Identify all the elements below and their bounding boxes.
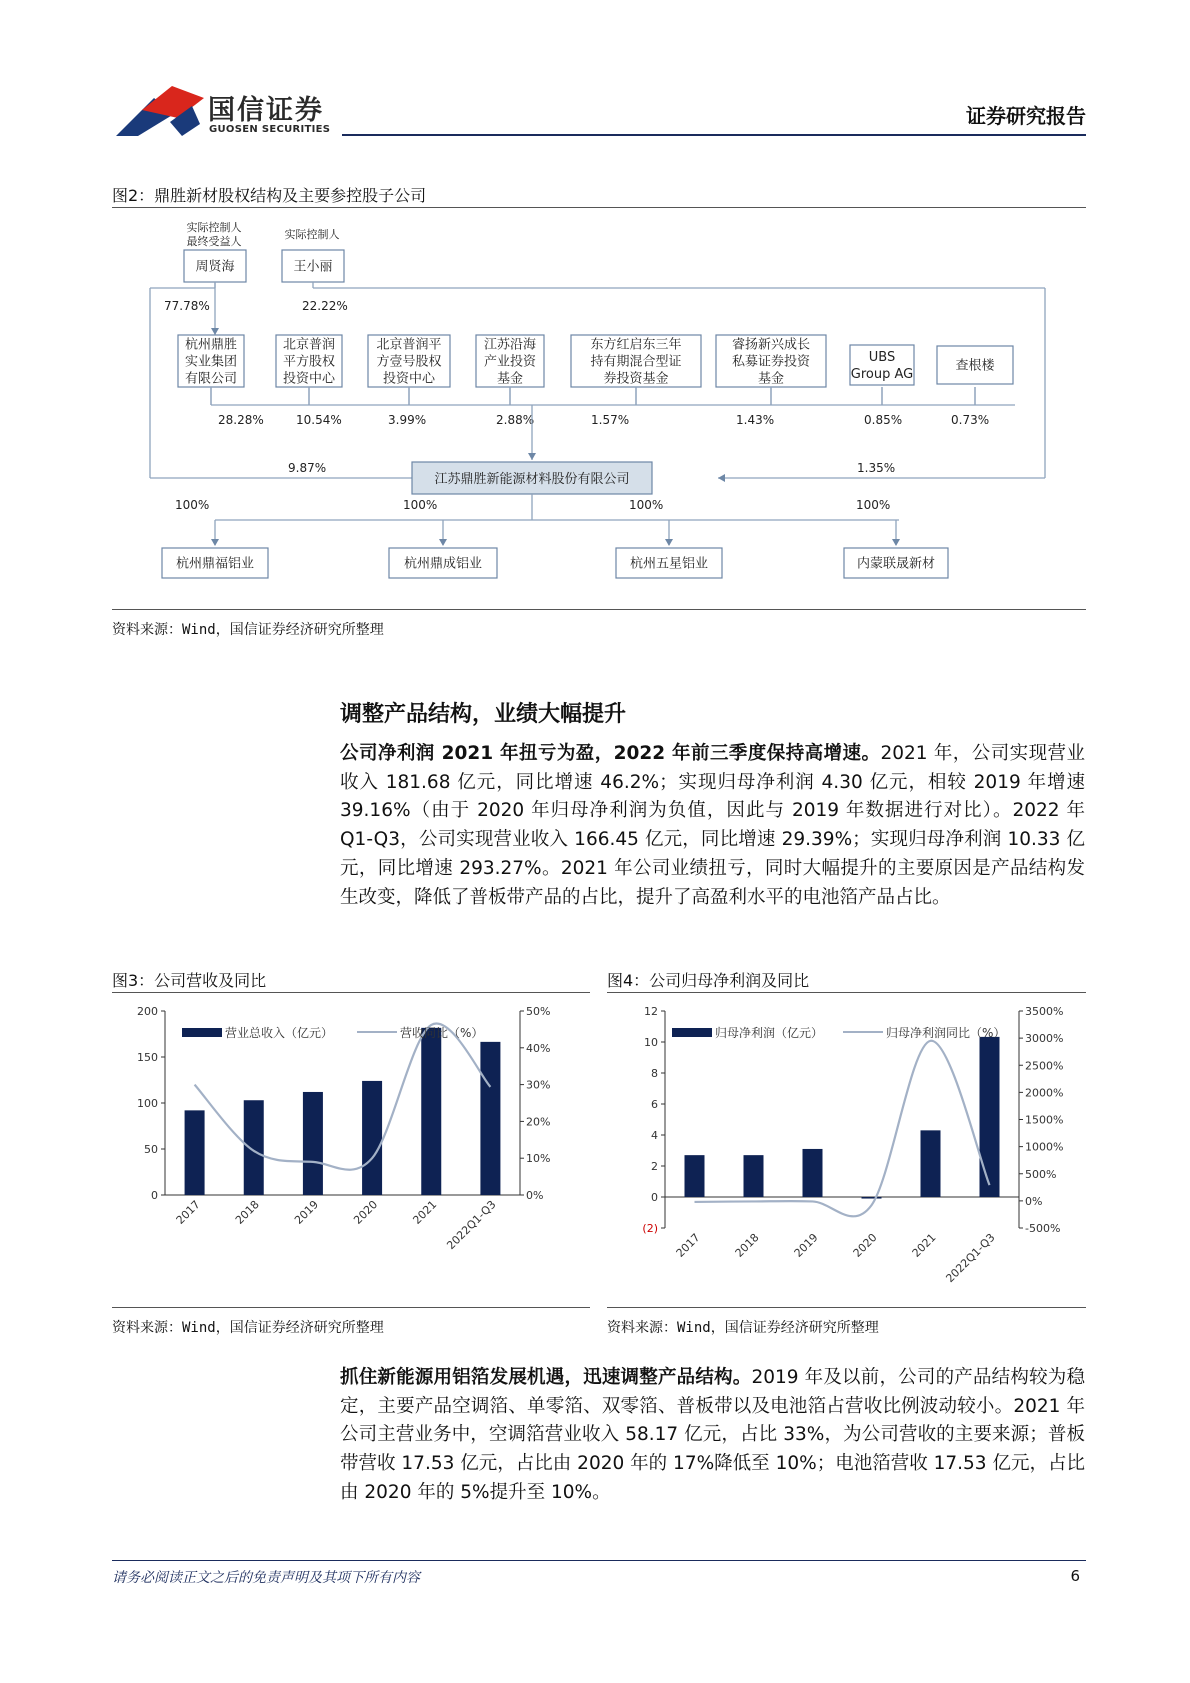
subsidiary-0-label: 杭州鼎福铝业 <box>175 556 255 572</box>
figure4-source: 资料来源：Wind，国信证券经济研究所整理 <box>607 1320 879 1336</box>
logo-text-cn: 国信证券 <box>208 95 324 126</box>
subsidiary-2-label: 杭州五星铝业 <box>629 556 709 572</box>
arrow-icon <box>892 539 900 546</box>
x-tick-label: 2019 <box>791 1230 821 1260</box>
shareholder-4-label: 券投资基金 <box>603 371 669 387</box>
figure3-source: 资料来源：Wind，国信证券经济研究所整理 <box>112 1320 384 1336</box>
shareholder-pct: 3.99% <box>388 413 427 427</box>
y-tick-label: 50 <box>144 1143 158 1156</box>
figure4-bottom-rule <box>607 1307 1086 1308</box>
net-profit-chart <box>607 998 1086 1298</box>
paragraph-2-lead: 抓住新能源用铝箔发展机遇，迅速调整产品结构。 <box>340 1367 752 1388</box>
x-tick-label: 2021 <box>410 1197 440 1227</box>
shareholder-0-label: 实业集团 <box>184 354 238 370</box>
y2-tick-label: 20% <box>526 1115 551 1129</box>
bar-2020 <box>862 1197 882 1199</box>
subsidiary-pct: 100% <box>403 498 438 512</box>
y2-tick-label: 2500% <box>1025 1059 1064 1073</box>
controller-role-label: 最终受益人 <box>186 235 242 248</box>
x-tick-label: 2018 <box>232 1197 262 1227</box>
bar-2022Q1-Q3 <box>480 1042 500 1195</box>
shareholder-3-label: 江苏沿海 <box>483 337 537 353</box>
company-label: 江苏鼎胜新能源材料股份有限公司 <box>434 472 630 487</box>
shareholder-4-label: 持有期混合型证 <box>590 354 682 370</box>
x-tick-label: 2022Q1-Q3 <box>943 1230 998 1286</box>
shareholder-0-label: 杭州鼎胜 <box>184 337 238 353</box>
y-tick-label: 10 <box>644 1036 658 1049</box>
subsidiary-pct: 100% <box>629 498 664 512</box>
y-tick-label: 4 <box>651 1129 658 1142</box>
series-line-营收同比（%） <box>195 1024 491 1170</box>
shareholder-pct: 0.85% <box>864 413 903 427</box>
y2-tick-label: 2000% <box>1025 1086 1064 1100</box>
figure2-source: 资料来源：Wind，国信证券经济研究所整理 <box>112 622 384 638</box>
shareholder-3-label: 产业投资 <box>483 354 537 370</box>
controller-role-label: 实际控制人 <box>186 221 242 234</box>
shareholder-1-label: 平方股权 <box>282 354 336 370</box>
footer-disclaimer: 请务必阅读正文之后的免责声明及其项下所有内容 <box>112 1570 420 1586</box>
figure4-top-rule <box>607 992 1086 993</box>
figure2-bottom-rule <box>112 609 1086 610</box>
shareholder-1-label: 北京普润 <box>282 337 336 353</box>
bar-2019 <box>303 1092 323 1195</box>
bar-2017 <box>185 1110 205 1195</box>
y-tick-label: 0 <box>151 1189 158 1202</box>
y2-tick-label: 40% <box>526 1041 551 1055</box>
y-tick-label: (2) <box>642 1222 658 1235</box>
controller-wang-label: 王小丽 <box>293 259 333 275</box>
x-tick-label: 2022Q1-Q3 <box>444 1197 499 1253</box>
shareholder-5-label: 睿扬新兴成长 <box>731 337 811 353</box>
legend-bar-label: 归母净利润（亿元） <box>715 1026 824 1040</box>
legend-bar-label: 营业总收入（亿元） <box>225 1026 334 1040</box>
shareholder-pct: 0.73% <box>951 413 990 427</box>
bar-2021 <box>921 1130 941 1197</box>
shareholder-2-label: 方壹号股权 <box>376 354 442 370</box>
y-tick-label: 2 <box>651 1160 658 1173</box>
y2-tick-label: 500% <box>1025 1167 1057 1181</box>
paragraph-2-body: 2019 年及以前，公司的产品结构较为稳定，主要产品空调箔、单零箔、双零箔、普板带以及电池箔占营收比例波动较小。2021 年公司主营业务中，空调箔营业收入 58.17 亿元，占比 33%，为公司营收的主要来源；普板带营收 17.53 亿元，占比由 2020 年的 17%降低至 10%；电池箔营收 17.53 亿元，占比由 2020 年的 5%提升至 10%。 <box>340 1367 1085 1503</box>
arrow-icon <box>718 474 725 482</box>
x-tick-label: 2017 <box>673 1230 703 1260</box>
section-title: 调整产品结构，业绩大幅提升 <box>340 702 627 727</box>
header-rule <box>342 134 1086 136</box>
subsidiary-pct: 100% <box>856 498 891 512</box>
paragraph-1-lead: 公司净利润 2021 年扭亏为盈，2022 年前三季度保持高增速。 <box>340 743 881 764</box>
controller-role-label: 实际控制人 <box>284 228 340 241</box>
controller-pct-wang: 22.22% <box>302 299 348 313</box>
arrow-icon <box>211 539 219 546</box>
shareholder-6-label: Group AG <box>850 367 914 382</box>
y2-tick-label: 10% <box>526 1152 551 1166</box>
shareholder-1-label: 投资中心 <box>282 371 336 387</box>
arrow-icon <box>528 453 536 460</box>
report-type: 证券研究报告 <box>966 104 1086 128</box>
bar-2021 <box>421 1028 441 1195</box>
y2-tick-label: 0% <box>526 1189 544 1202</box>
subsidiary-pct: 100% <box>175 498 210 512</box>
shareholder-5-label: 私募证券投资 <box>731 354 811 370</box>
y2-tick-label: 1000% <box>1025 1140 1064 1154</box>
y2-tick-label: 3000% <box>1025 1032 1064 1046</box>
y2-tick-label: 0% <box>1025 1194 1043 1208</box>
shareholder-4-label: 东方红启东三年 <box>590 337 682 353</box>
y-tick-label: 6 <box>651 1098 658 1111</box>
figure3-title: 图3：公司营收及同比 <box>112 971 267 990</box>
x-tick-label: 2020 <box>850 1230 880 1260</box>
x-tick-label: 2021 <box>909 1230 939 1260</box>
page-number: 6 <box>1070 1567 1080 1585</box>
figure3-top-rule <box>112 992 590 993</box>
bar-2019 <box>803 1149 823 1197</box>
figure2-top-rule <box>112 207 1086 208</box>
y-tick-label: 150 <box>137 1051 158 1064</box>
controller-zhou-label: 周贤海 <box>195 259 235 275</box>
arrow-icon <box>211 328 219 335</box>
subsidiary-3-label: 内蒙联晟新材 <box>856 556 936 572</box>
y-tick-label: 0 <box>651 1191 658 1204</box>
figure4-title: 图4：公司归母净利润及同比 <box>607 971 810 990</box>
y2-tick-label: 50% <box>526 1005 551 1018</box>
left-link-pct: 9.87% <box>288 461 327 475</box>
y2-tick-label: 3500% <box>1025 1005 1064 1018</box>
shareholder-pct: 10.54% <box>296 413 342 427</box>
y-tick-label: 12 <box>644 1005 658 1018</box>
y-tick-label: 8 <box>651 1067 658 1080</box>
logo-text-en: GUOSEN SECURITIES <box>209 124 331 135</box>
guosen-logo-icon <box>112 84 206 140</box>
bar-2018 <box>744 1155 764 1197</box>
series-line-归母净利润同比（%） <box>695 1041 990 1217</box>
shareholder-pct: 2.88% <box>496 413 535 427</box>
shareholder-pct: 28.28% <box>218 413 264 427</box>
shareholder-6-label: UBS <box>868 350 896 365</box>
arrow-icon <box>665 539 673 546</box>
figure2-title: 图2：鼎胜新材股权结构及主要参控股子公司 <box>112 186 427 205</box>
paragraph-2 <box>340 1364 1085 1508</box>
shareholder-2-label: 北京普润平 <box>376 337 442 353</box>
shareholder-7-label: 查根楼 <box>955 358 995 374</box>
y2-tick-label: 30% <box>526 1078 551 1092</box>
footer-rule <box>112 1560 1086 1561</box>
paragraph-1 <box>340 740 1085 912</box>
x-tick-label: 2019 <box>292 1197 322 1227</box>
y2-tick-label: 1500% <box>1025 1113 1064 1127</box>
bar-2018 <box>244 1100 264 1195</box>
bar-2020 <box>362 1081 382 1195</box>
shareholder-0-label: 有限公司 <box>184 371 238 387</box>
y-tick-label: 200 <box>137 1005 158 1018</box>
shareholder-2-label: 投资中心 <box>382 371 436 387</box>
y-tick-label: 100 <box>137 1097 158 1110</box>
x-tick-label: 2018 <box>732 1230 762 1260</box>
subsidiary-1-label: 杭州鼎成铝业 <box>403 556 483 572</box>
y2-tick-label: -500% <box>1025 1222 1061 1235</box>
controller-pct-zhou: 77.78% <box>164 299 210 313</box>
x-tick-label: 2020 <box>351 1197 381 1227</box>
bar-2017 <box>685 1155 705 1197</box>
paragraph-1-body: 2021 年，公司实现营业收入 181.68 亿元，同比增速 46.2%；实现归母净利润 4.30 亿元，相较 2019 年增速 39.16%（由于 2020 年归母净利润为负值，因此与 2019 年数据进行对比）。2022 年 Q1-Q3，公司实现营业收入 166.45 亿元，同比增速 29.39%；实现归母净利润 10.33 亿元，同比增速 293.27%。2021 年公司业绩扭亏，同时大幅提升的主要原因是产品结构发生改变，降低了普板带产品的占比，提升了高盈利水平的电池箔产品占比。 <box>340 743 1085 908</box>
legend-line-label: 归母净利润同比（%） <box>886 1026 1006 1040</box>
legend-bar-swatch <box>182 1028 222 1037</box>
legend-bar-swatch <box>672 1028 712 1037</box>
revenue-chart <box>112 998 590 1298</box>
arrow-icon <box>439 539 447 546</box>
figure3-bottom-rule <box>112 1307 590 1308</box>
shareholder-pct: 1.43% <box>736 413 775 427</box>
bar-2022Q1-Q3 <box>980 1037 1000 1197</box>
shareholder-5-label: 基金 <box>757 371 785 387</box>
shareholder-pct: 1.57% <box>591 413 630 427</box>
legend-line-label: 营收同比（%） <box>400 1026 484 1040</box>
right-link-pct: 1.35% <box>857 461 896 475</box>
ownership-chart <box>112 210 1086 610</box>
x-tick-label: 2017 <box>173 1197 203 1227</box>
shareholder-3-label: 基金 <box>496 371 524 387</box>
